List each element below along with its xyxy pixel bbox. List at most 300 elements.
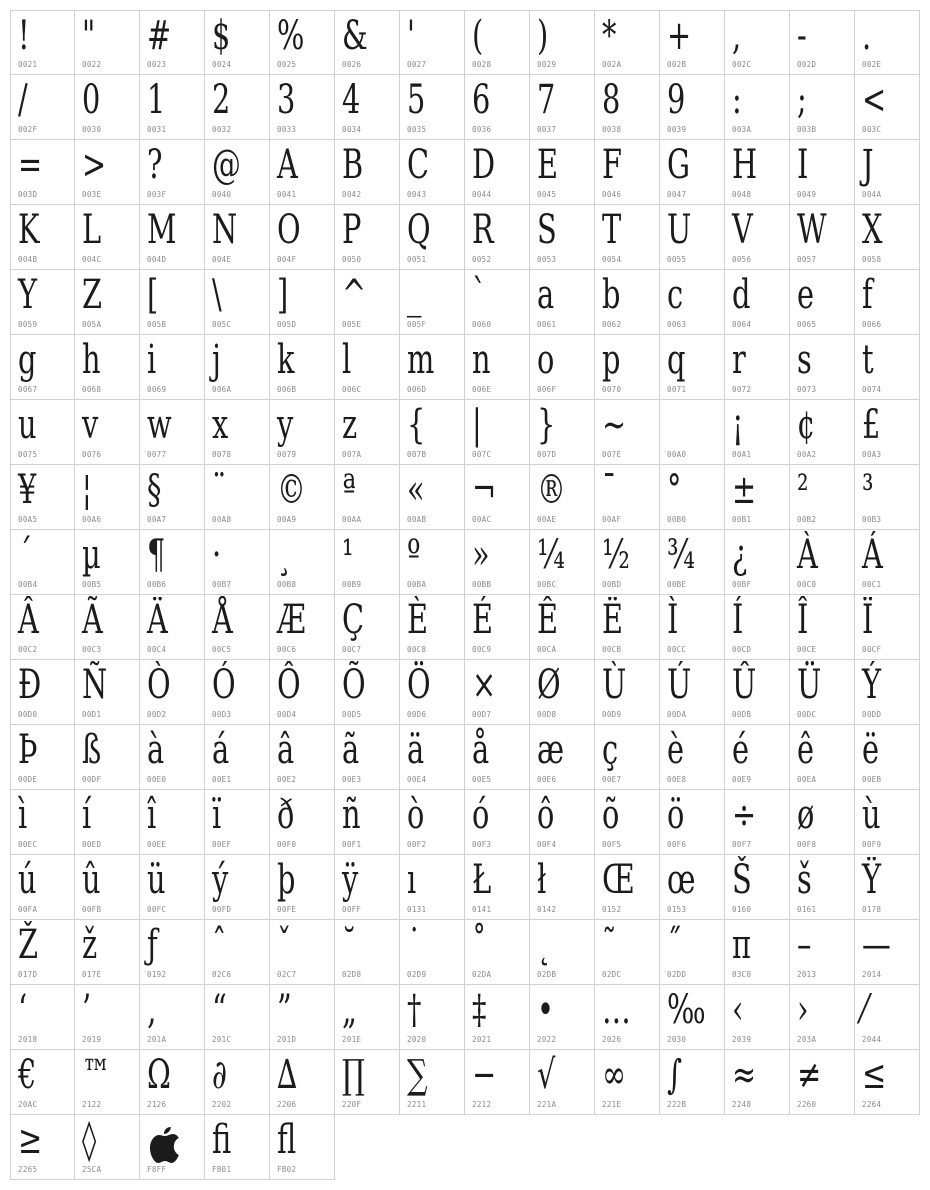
- glyph-char: ê: [797, 727, 815, 773]
- glyph-char: ;: [797, 77, 807, 123]
- codepoint-label: 0025: [277, 60, 297, 69]
- glyph-char: ì: [18, 792, 28, 838]
- glyph-cell: [790, 400, 855, 465]
- codepoint-label: 2021: [472, 1035, 492, 1044]
- glyph-cell: [270, 985, 335, 1050]
- glyph-cell: [725, 10, 790, 75]
- glyph-cell: [725, 985, 790, 1050]
- glyph-char: ä: [407, 727, 425, 773]
- glyph-char: ,: [732, 13, 742, 59]
- glyph-char: 1: [147, 77, 166, 123]
- glyph-cell: [335, 140, 400, 205]
- codepoint-label: 0067: [18, 385, 38, 394]
- glyph-cell: [725, 465, 790, 530]
- glyph-char: £: [862, 402, 881, 448]
- glyph-cell: [10, 595, 75, 660]
- glyph-cell: [10, 1115, 75, 1180]
- glyph-cell: [270, 10, 335, 75]
- glyph-char: —: [862, 922, 891, 968]
- glyph-char: \: [212, 272, 222, 318]
- glyph-char: r: [732, 337, 746, 383]
- codepoint-label: 2014: [862, 970, 882, 979]
- codepoint-label: 00F9: [862, 840, 882, 849]
- glyph-cell: [465, 790, 530, 855]
- glyph-cell: [140, 75, 205, 140]
- glyph-cell: [855, 75, 920, 140]
- codepoint-label: 221E: [602, 1100, 622, 1109]
- glyph-cell: [400, 205, 465, 270]
- glyph-char: m: [407, 337, 435, 383]
- glyph-char: Ï: [862, 597, 874, 643]
- glyph-char: ™: [82, 1052, 111, 1098]
- codepoint-label: 00CE: [797, 645, 817, 654]
- codepoint-label: 002C: [732, 60, 752, 69]
- codepoint-label: 0160: [732, 905, 752, 914]
- codepoint-label: 0024: [212, 60, 232, 69]
- glyph-char: ◊: [82, 1117, 97, 1163]
- glyph-cell: [75, 1050, 140, 1115]
- codepoint-label: 0027: [407, 60, 427, 69]
- glyph-cell: [335, 465, 400, 530]
- codepoint-label: 0052: [472, 255, 492, 264]
- glyph-cell: [140, 270, 205, 335]
- glyph-char: `: [472, 272, 487, 318]
- glyph-char: ·: [212, 532, 222, 578]
- glyph-char: ∂: [212, 1052, 227, 1098]
- glyph-char: ˝: [667, 922, 682, 968]
- glyph-char: Ö: [407, 662, 431, 708]
- codepoint-label: 002E: [862, 60, 882, 69]
- glyph-cell: [530, 465, 595, 530]
- codepoint-label: 0023: [147, 60, 167, 69]
- glyph-cell: [140, 400, 205, 465]
- glyph-cell: [530, 270, 595, 335]
- codepoint-label: 00EC: [18, 840, 38, 849]
- glyph-char: R: [472, 207, 494, 253]
- glyph-char: ú: [18, 857, 37, 903]
- codepoint-label: 0048: [732, 190, 752, 199]
- glyph-cell: [270, 855, 335, 920]
- glyph-char: ≤: [862, 1052, 887, 1098]
- glyph-cell: [660, 10, 725, 75]
- codepoint-label: 2039: [732, 1035, 752, 1044]
- codepoint-label: 0161: [797, 905, 817, 914]
- glyph-cell: [400, 985, 465, 1050]
- glyph-cell: [660, 465, 725, 530]
- codepoint-label: 0071: [667, 385, 687, 394]
- codepoint-label: 00FF: [342, 905, 362, 914]
- glyph-cell: [10, 140, 75, 205]
- codepoint-label: 00E1: [212, 775, 232, 784]
- glyph-char: Ý: [862, 662, 882, 708]
- codepoint-label: 00FA: [18, 905, 38, 914]
- glyph-char: ƒ: [147, 922, 158, 968]
- codepoint-label: 004F: [277, 255, 297, 264]
- glyph-cell: [465, 660, 530, 725]
- glyph-cell: [530, 335, 595, 400]
- glyph-char: µ: [82, 532, 101, 578]
- glyph-cell: [725, 205, 790, 270]
- glyph-char: ó: [472, 792, 490, 838]
- codepoint-label: 0075: [18, 450, 38, 459]
- glyph-char: ý: [212, 857, 229, 903]
- glyph-char: ò: [407, 792, 425, 838]
- codepoint-label: 00D3: [212, 710, 232, 719]
- codepoint-label: 0062: [602, 320, 622, 329]
- glyph-cell: [465, 400, 530, 465]
- glyph-char: ∫: [667, 1052, 683, 1098]
- glyph-char: ô: [537, 792, 555, 838]
- codepoint-label: 00B1: [732, 515, 752, 524]
- codepoint-label: 002A: [602, 60, 622, 69]
- glyph-char: â: [277, 727, 295, 773]
- glyph-cell: [75, 205, 140, 270]
- codepoint-label: 00B4: [18, 580, 38, 589]
- codepoint-label: 00AC: [472, 515, 492, 524]
- glyph-cell: [595, 985, 660, 1050]
- codepoint-label: 0072: [732, 385, 752, 394]
- codepoint-label: 00F3: [472, 840, 492, 849]
- glyph-grid: [10, 10, 920, 1180]
- codepoint-label: 2044: [862, 1035, 882, 1044]
- glyph-cell: [530, 985, 595, 1050]
- codepoint-label: 00CA: [537, 645, 557, 654]
- glyph-cell: [335, 530, 400, 595]
- glyph-cell: [595, 270, 660, 335]
- codepoint-label: 00AF: [602, 515, 622, 524]
- codepoint-label: 00E7: [602, 775, 622, 784]
- codepoint-label: 201D: [277, 1035, 297, 1044]
- glyph-cell: [205, 10, 270, 75]
- glyph-char: j: [212, 337, 221, 383]
- glyph-char: (: [472, 13, 484, 59]
- codepoint-label: 00BC: [537, 580, 557, 589]
- codepoint-label: 006C: [342, 385, 362, 394]
- glyph-cell: [595, 205, 660, 270]
- glyph-cell: [140, 725, 205, 790]
- glyph-cell: [725, 855, 790, 920]
- glyph-char: E: [537, 142, 559, 188]
- glyph-char: È: [407, 597, 429, 643]
- codepoint-label: 03C0: [732, 970, 752, 979]
- codepoint-label: 02C6: [212, 970, 232, 979]
- glyph-char: -: [797, 13, 807, 59]
- codepoint-label: 0077: [147, 450, 167, 459]
- glyph-cell: [270, 595, 335, 660]
- glyph-char: ¢: [797, 402, 816, 448]
- codepoint-label: FB02: [277, 1165, 297, 1174]
- glyph-cell: [725, 335, 790, 400]
- glyph-char: Q: [407, 207, 431, 253]
- codepoint-label: 2013: [797, 970, 817, 979]
- glyph-char: p: [602, 337, 621, 383]
- glyph-char: Ù: [602, 662, 627, 708]
- glyph-char: ‹: [732, 987, 744, 1033]
- glyph-char: }: [537, 402, 556, 448]
- glyph-cell: [10, 205, 75, 270]
- glyph-char: î: [147, 792, 157, 838]
- codepoint-label: 203A: [797, 1035, 817, 1044]
- glyph-char: ®: [537, 467, 566, 513]
- glyph-cell: [270, 920, 335, 985]
- glyph-char: »: [472, 532, 490, 578]
- glyph-char: Ô: [277, 662, 301, 708]
- glyph-char: å: [472, 727, 490, 773]
- glyph-char: T: [602, 207, 622, 253]
- codepoint-label: 00EE: [147, 840, 167, 849]
- codepoint-label: 003D: [18, 190, 38, 199]
- glyph-cell: [790, 985, 855, 1050]
- glyph-cell: [140, 790, 205, 855]
- glyph-char: ^: [342, 272, 367, 318]
- glyph-char: 0: [82, 77, 101, 123]
- glyph-cell: [75, 920, 140, 985]
- glyph-cell: [205, 985, 270, 1050]
- glyph-char: ©: [277, 467, 306, 513]
- glyph-char: ‚: [147, 987, 157, 1033]
- codepoint-label: 005E: [342, 320, 362, 329]
- glyph-cell: [205, 790, 270, 855]
- glyph-cell: [465, 725, 530, 790]
- codepoint-label: 00BF: [732, 580, 752, 589]
- codepoint-label: 004C: [82, 255, 102, 264]
- codepoint-label: 00D2: [147, 710, 167, 719]
- glyph-cell: [595, 140, 660, 205]
- codepoint-label: 00FE: [277, 905, 297, 914]
- glyph-char: ü: [147, 857, 166, 903]
- codepoint-label: 2248: [732, 1100, 752, 1109]
- glyph-char: ž: [82, 922, 98, 968]
- glyph-cell: [855, 595, 920, 660]
- codepoint-label: 004A: [862, 190, 882, 199]
- codepoint-label: 0035: [407, 125, 427, 134]
- glyph-cell: [205, 855, 270, 920]
- glyph-cell: [400, 790, 465, 855]
- codepoint-label: 00CF: [862, 645, 882, 654]
- codepoint-label: 00B3: [862, 515, 882, 524]
- glyph-cell: [75, 270, 140, 335]
- glyph-char: 3: [277, 77, 296, 123]
- glyph-char: ç: [602, 727, 619, 773]
- glyph-char: ¹: [342, 532, 354, 578]
- codepoint-label: 00C5: [212, 645, 232, 654]
- codepoint-label: 0178: [862, 905, 882, 914]
- glyph-char: !: [18, 13, 30, 59]
- glyph-char: L: [82, 207, 102, 253]
- codepoint-label: 006F: [537, 385, 557, 394]
- glyph-cell: [595, 465, 660, 530]
- codepoint-label: 00DC: [797, 710, 817, 719]
- glyph-cell: [790, 725, 855, 790]
- codepoint-label: 0078: [212, 450, 232, 459]
- glyph-char: y: [277, 402, 294, 448]
- codepoint-label: 00D9: [602, 710, 622, 719]
- glyph-cell: [205, 725, 270, 790]
- glyph-char: Ó: [212, 662, 236, 708]
- codepoint-label: 00C7: [342, 645, 362, 654]
- codepoint-label: 00F4: [537, 840, 557, 849]
- glyph-cell: [725, 140, 790, 205]
- glyph-char: 9: [667, 77, 686, 123]
- glyph-cell: [855, 985, 920, 1050]
- glyph-cell: [335, 790, 400, 855]
- codepoint-label: 005A: [82, 320, 102, 329]
- codepoint-label: 02DA: [472, 970, 492, 979]
- glyph-cell: [205, 530, 270, 595]
- glyph-char: e: [797, 272, 815, 318]
- glyph-char: ≠: [797, 1052, 822, 1098]
- glyph-char: ¬: [472, 467, 497, 513]
- codepoint-label: 00D0: [18, 710, 38, 719]
- codepoint-label: 0070: [602, 385, 622, 394]
- glyph-cell: [75, 595, 140, 660]
- glyph-char: #: [147, 13, 172, 59]
- codepoint-label: 00E4: [407, 775, 427, 784]
- glyph-cell: [400, 75, 465, 140]
- glyph-char: d: [732, 272, 751, 318]
- codepoint-label: 0030: [82, 125, 102, 134]
- glyph-cell: [725, 660, 790, 725]
- glyph-cell: [595, 335, 660, 400]
- glyph-cell: [660, 205, 725, 270]
- glyph-cell: [335, 10, 400, 75]
- glyph-char: ł: [537, 857, 547, 903]
- codepoint-label: 002D: [797, 60, 817, 69]
- glyph-cell: [465, 530, 530, 595]
- glyph-char: ?: [147, 142, 163, 188]
- codepoint-label: 0060: [472, 320, 492, 329]
- codepoint-label: 00DE: [18, 775, 38, 784]
- glyph-cell: [75, 530, 140, 595]
- codepoint-label: 00E5: [472, 775, 492, 784]
- glyph-char: Þ: [18, 727, 38, 773]
- glyph-cell: [75, 335, 140, 400]
- glyph-char: 6: [472, 77, 491, 123]
- glyph-cell: [335, 75, 400, 140]
- codepoint-label: 00E6: [537, 775, 557, 784]
- codepoint-label: 0042: [342, 190, 362, 199]
- glyph-cell: [400, 10, 465, 75]
- glyph-char: z: [342, 402, 358, 448]
- codepoint-label: 006B: [277, 385, 297, 394]
- codepoint-label: 00F6: [667, 840, 687, 849]
- codepoint-label: 0061: [537, 320, 557, 329]
- glyph-cell: [790, 530, 855, 595]
- glyph-char: Õ: [342, 662, 366, 708]
- codepoint-label: 00C8: [407, 645, 427, 654]
- glyph-cell: [855, 530, 920, 595]
- glyph-char: û: [82, 857, 101, 903]
- glyph-char: ﬁ: [212, 1117, 232, 1163]
- glyph-char: Â: [18, 597, 39, 643]
- glyph-char: n: [472, 337, 491, 383]
- glyph-cell: [855, 465, 920, 530]
- codepoint-label: 0037: [537, 125, 557, 134]
- glyph-char: ∑: [407, 1052, 428, 1098]
- glyph-cell: [10, 530, 75, 595]
- codepoint-label: 00E0: [147, 775, 167, 784]
- glyph-char: C: [407, 142, 430, 188]
- glyph-char: «: [407, 467, 425, 513]
- codepoint-label: 0073: [797, 385, 817, 394]
- glyph-char: Z: [82, 272, 103, 318]
- glyph-cell: [790, 790, 855, 855]
- codepoint-label: 2264: [862, 1100, 882, 1109]
- glyph-char: „: [342, 987, 357, 1033]
- glyph-cell: [855, 920, 920, 985]
- glyph-cell: [790, 140, 855, 205]
- codepoint-label: 00C1: [862, 580, 882, 589]
- glyph-cell: [270, 400, 335, 465]
- codepoint-label: 00A9: [277, 515, 297, 524]
- glyph-char: Œ: [602, 857, 635, 903]
- codepoint-label: 02D8: [342, 970, 362, 979]
- codepoint-label: 00A3: [862, 450, 882, 459]
- glyph-char: P: [342, 207, 362, 253]
- glyph-char: k: [277, 337, 295, 383]
- glyph-cell: [140, 205, 205, 270]
- glyph-char: Ð: [18, 662, 42, 708]
- glyph-cell: [400, 595, 465, 660]
- glyph-cell: [790, 855, 855, 920]
- glyph-cell: [10, 660, 75, 725]
- codepoint-label: 0064: [732, 320, 752, 329]
- codepoint-label: 222B: [667, 1100, 687, 1109]
- codepoint-label: 02DD: [667, 970, 687, 979]
- glyph-cell: [140, 335, 205, 400]
- codepoint-label: 0153: [667, 905, 687, 914]
- glyph-cell: [400, 660, 465, 725]
- codepoint-label: 00A0: [667, 450, 687, 459]
- glyph-char: Ł: [472, 857, 492, 903]
- glyph-char: Å: [212, 597, 233, 643]
- codepoint-label: 0039: [667, 125, 687, 134]
- glyph-char: /: [18, 77, 28, 123]
- codepoint-label: 0074: [862, 385, 882, 394]
- glyph-cell: [660, 855, 725, 920]
- codepoint-label: 0034: [342, 125, 362, 134]
- glyph-cell: [75, 985, 140, 1050]
- glyph-char: …: [602, 987, 631, 1033]
- codepoint-label: 00EB: [862, 775, 882, 784]
- glyph-cell: [595, 1050, 660, 1115]
- glyph-cell: [660, 335, 725, 400]
- codepoint-label: 00D5: [342, 710, 362, 719]
- glyph-cell: [855, 205, 920, 270]
- glyph-char: œ: [667, 857, 696, 903]
- glyph-cell: [205, 75, 270, 140]
- codepoint-label: 00AB: [407, 515, 427, 524]
- glyph-char: o: [537, 337, 555, 383]
- glyph-char: 4: [342, 77, 361, 123]
- glyph-cell: [855, 140, 920, 205]
- codepoint-label: 002B: [667, 60, 687, 69]
- glyph-char: ⁄: [862, 987, 867, 1033]
- glyph-char: §: [147, 467, 162, 513]
- glyph-cell: [75, 855, 140, 920]
- glyph-cell: [205, 335, 270, 400]
- codepoint-label: 00DA: [667, 710, 687, 719]
- glyph-char: Û: [732, 662, 757, 708]
- codepoint-label: 2260: [797, 1100, 817, 1109]
- glyph-cell: [465, 920, 530, 985]
- codepoint-label: 2122: [82, 1100, 102, 1109]
- codepoint-label: 0076: [82, 450, 102, 459]
- codepoint-label: 005B: [147, 320, 167, 329]
- glyph-char: Æ: [277, 597, 306, 643]
- codepoint-label: 0031: [147, 125, 167, 134]
- glyph-char: a: [537, 272, 555, 318]
